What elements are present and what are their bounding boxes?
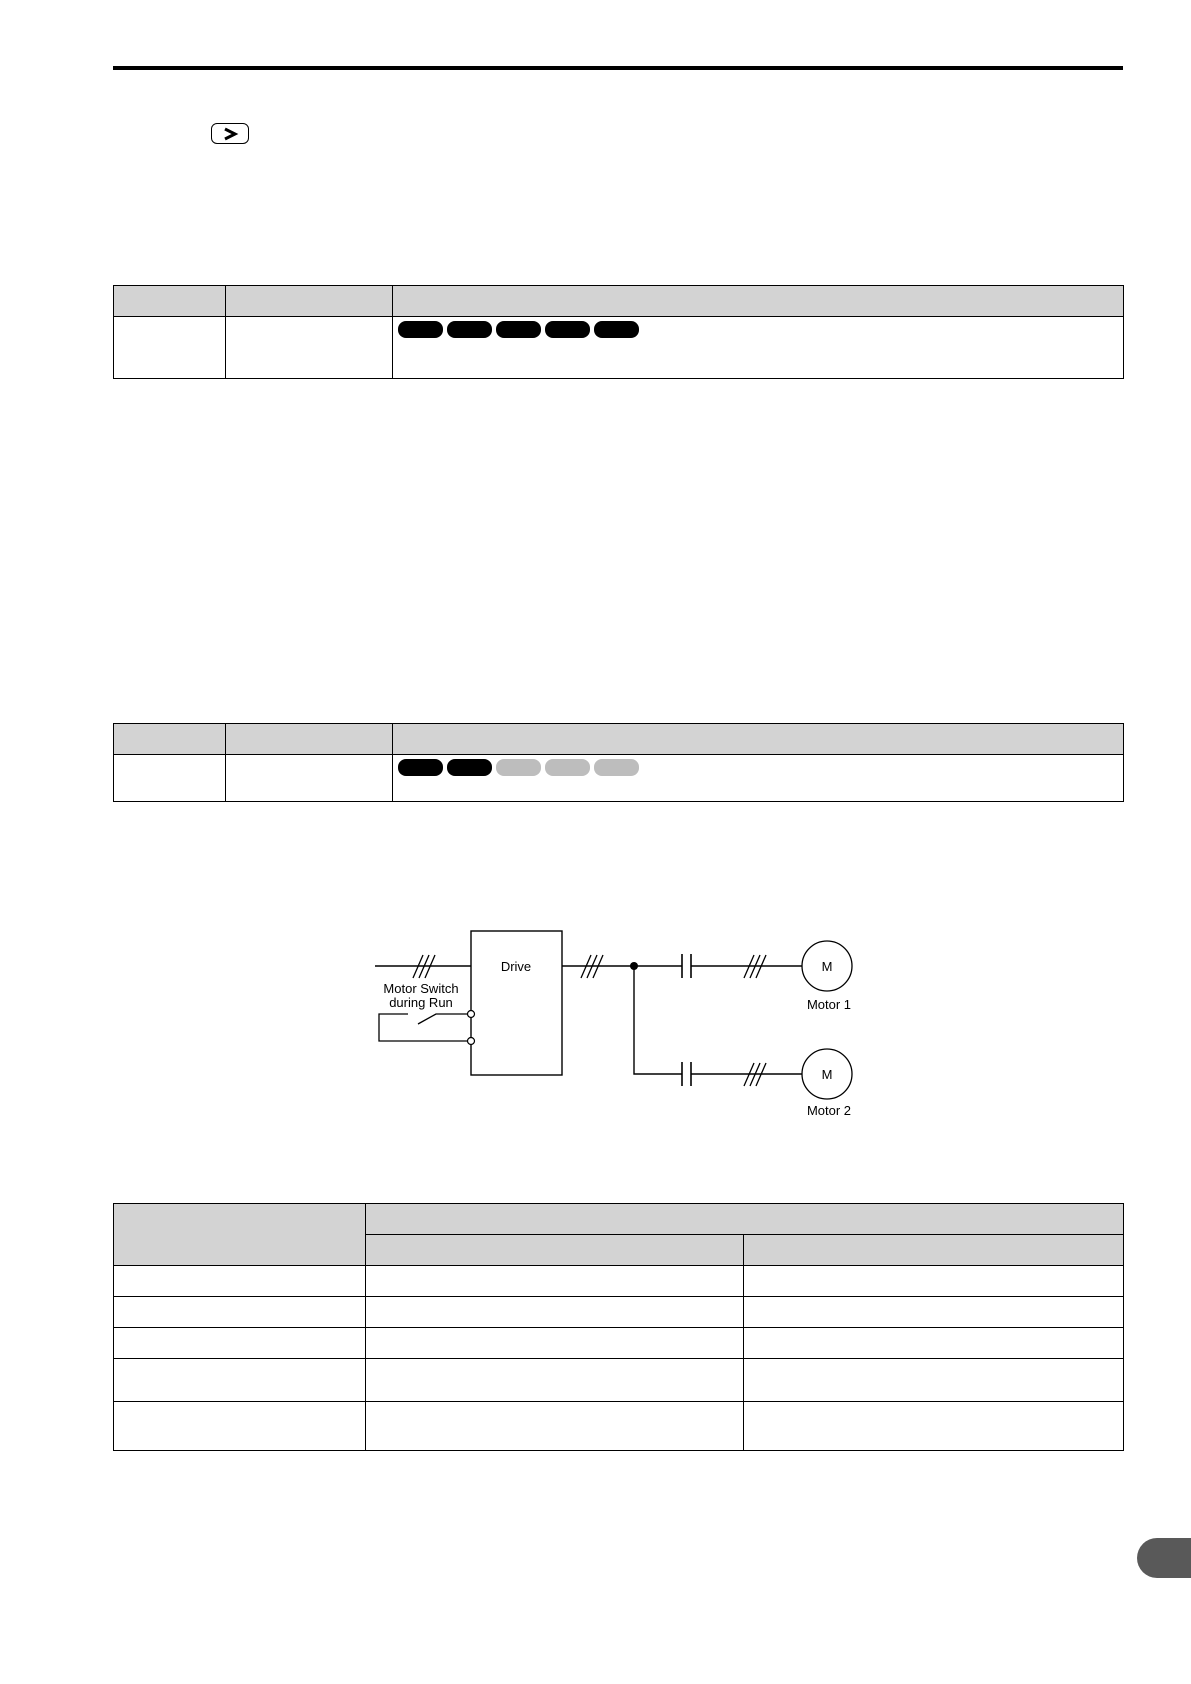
table-row [114, 1328, 1124, 1359]
switch-label-line1: Motor Switch [383, 981, 459, 996]
table-row [114, 1402, 1124, 1451]
control-mode-badge [594, 759, 639, 776]
table-row [114, 1297, 1124, 1328]
table-row [114, 1266, 1124, 1297]
control-mode-badge [447, 759, 492, 776]
parameter-table-1 [113, 285, 1124, 379]
table-row [114, 755, 1124, 802]
motor-1-label: Motor 1 [806, 997, 852, 1012]
drive-label: Drive [500, 959, 532, 974]
terminal [468, 1038, 475, 1045]
arrow-right-key-icon [211, 123, 249, 144]
control-mode-badge [398, 759, 443, 776]
control-mode-badge [447, 321, 492, 338]
table-row [114, 1359, 1124, 1402]
control-mode-badge [545, 321, 590, 338]
motor-2-label: Motor 2 [806, 1103, 852, 1118]
output-branch [634, 966, 682, 1074]
switch-contact [418, 1014, 468, 1024]
control-mode-badge [398, 321, 443, 338]
motor-2-m: M [821, 1067, 833, 1082]
chapter-tab-marker [1137, 1538, 1191, 1578]
drive-box [471, 931, 562, 1075]
motor-selection-table [113, 1203, 1124, 1451]
motor-1-m: M [821, 959, 833, 974]
control-mode-badges [393, 755, 1123, 776]
control-mode-badge [496, 759, 541, 776]
switch-wiring [379, 1014, 468, 1041]
terminal [468, 1011, 475, 1018]
table-header-row [114, 1204, 1124, 1235]
table-header-row [114, 286, 1124, 317]
parameter-table-2 [113, 723, 1124, 802]
table-row [114, 317, 1124, 379]
control-mode-badge [496, 321, 541, 338]
table-header-row [114, 724, 1124, 755]
control-mode-badges [393, 317, 1123, 338]
motor-switch-wiring-diagram [370, 930, 870, 1130]
control-mode-badge [545, 759, 590, 776]
switch-label-line2: during Run [389, 995, 453, 1010]
page-header-rule [113, 66, 1123, 70]
control-mode-badge [594, 321, 639, 338]
